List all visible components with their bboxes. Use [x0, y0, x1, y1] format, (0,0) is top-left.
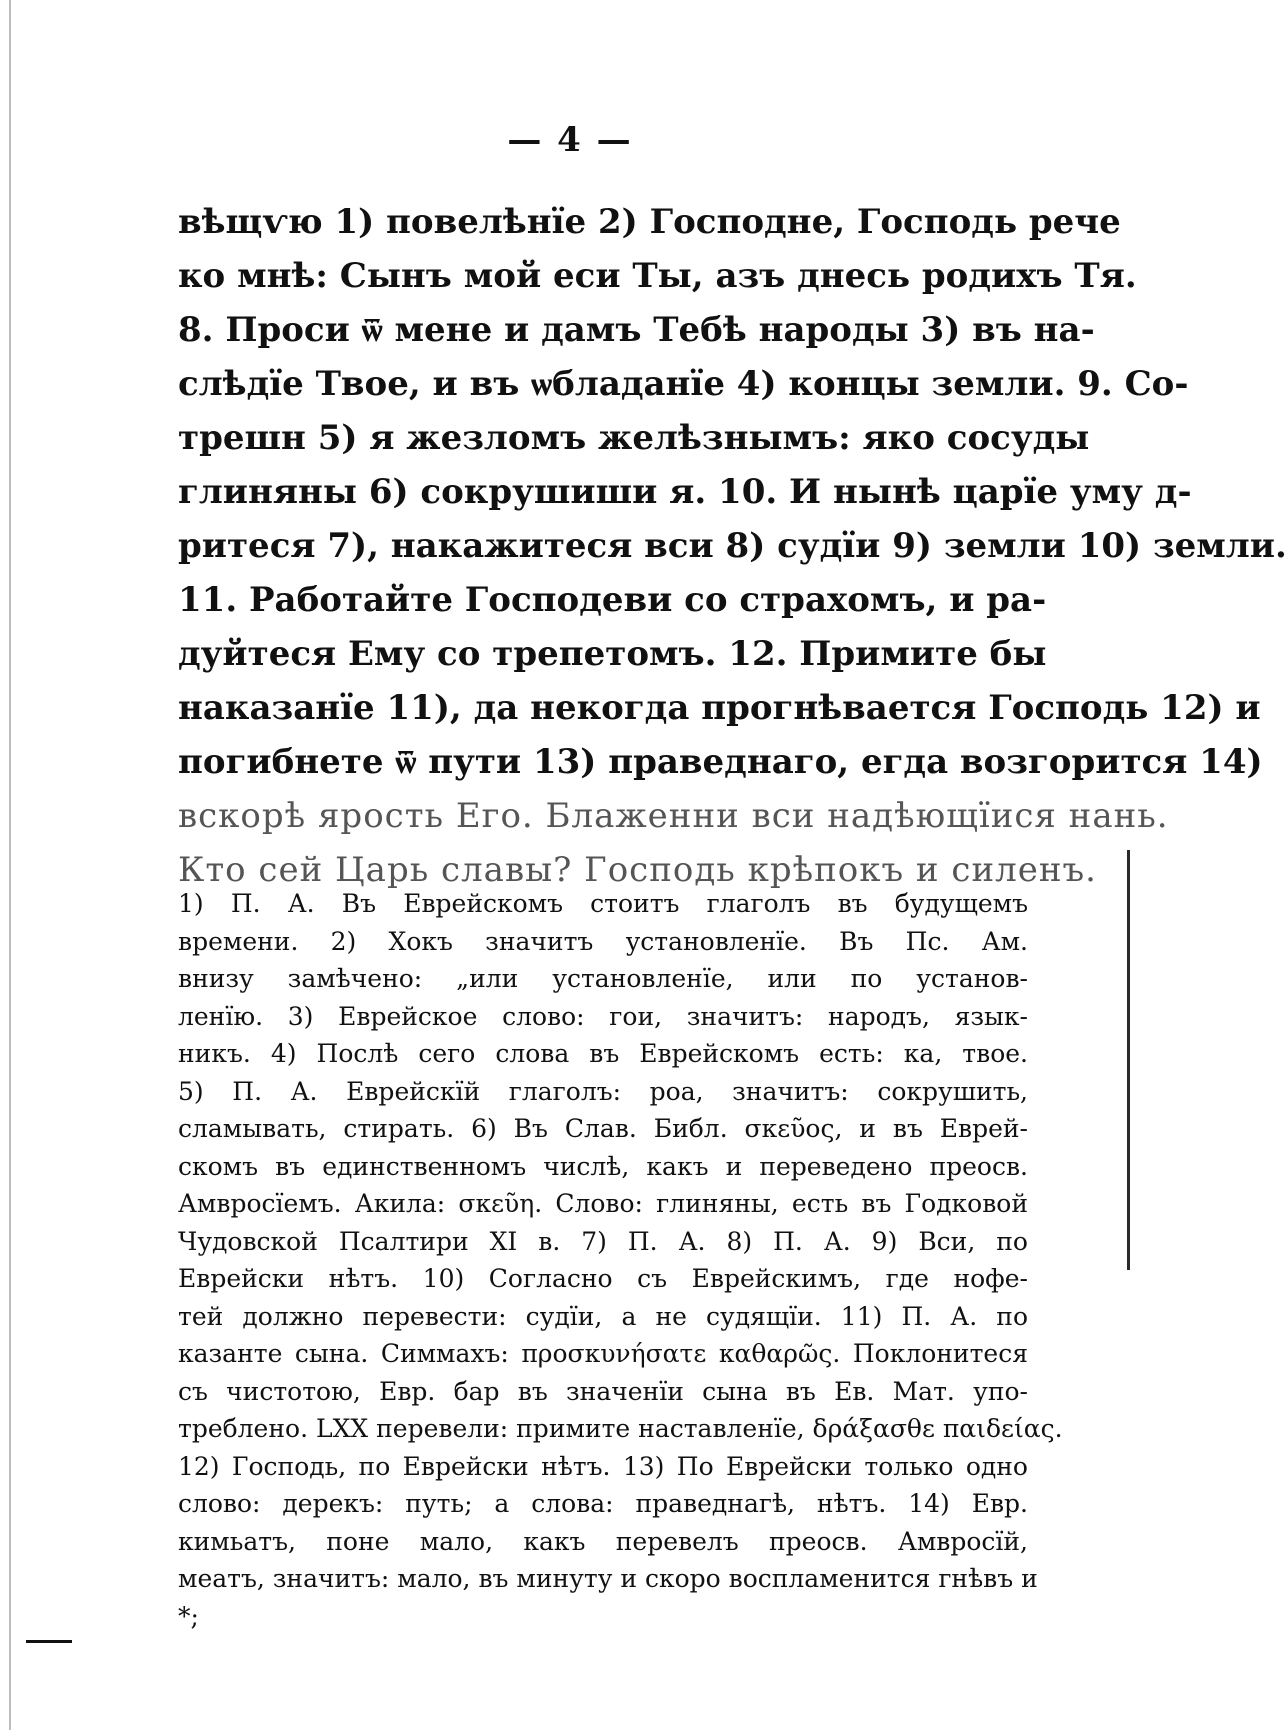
text-line: дуйтеся Ему со трепетомъ. 12. Примите бы — [178, 634, 1047, 674]
footnote-line: Амвросїемъ. Акила: σκεῦη. Слово: глиняны, есть въ Годковой — [178, 1189, 1028, 1218]
text-line: ритеся 7), накажитеся вси 8) судїи 9) земли 10) земли. — [178, 526, 1287, 566]
text-line: трешн 5) я жезломъ желѣзнымъ: яко сосуды — [178, 418, 1090, 458]
footnote-line: тей должно перевести: судїи, а не судящїи. 11) П. А. по — [178, 1301, 1028, 1331]
text-line-faint: вскорѣ ярость Его. Блаженни вси надѣющїися нань. — [178, 796, 1169, 836]
text-line: глиняны 6) сокрушиши я. 10. И нынѣ царїе уму д- — [178, 472, 1192, 512]
text-line-faint: Кто сей Царь славы? Господь крѣпокъ и силенъ. — [178, 850, 1097, 890]
footnote-line: съ чистотою, Евр. бар въ значенїи сына въ Ев. Мат. упо- — [178, 1376, 1028, 1406]
psalm-text — [178, 195, 1287, 897]
bottom-rule — [26, 1640, 72, 1643]
footnote-line: 1) П. А. Въ Еврейскомъ стоитъ глаголъ въ будущемъ — [178, 889, 1028, 918]
footnotes — [178, 885, 1063, 1635]
footnote-line: 5) П. А. Еврейскїй глаголъ: роа, значитъ: сокрушить, — [178, 1076, 1028, 1106]
footnote-line: скомъ въ единственномъ числѣ, какъ и переведено преосв. — [178, 1151, 1028, 1181]
text-line: ко мнѣ: Сынъ мой еси Ты, азъ днесь родихъ Тя. — [178, 256, 1137, 296]
footnote-line: внизу замѣчено: „или установленїе, или по установ- — [178, 964, 1028, 993]
footnote-line: слово: дерекъ: путь; а слова: праведнагѣ, нѣтъ. 14) Евр. — [178, 1489, 1028, 1518]
footnote-line: кимьатъ, поне мало, какъ перевелъ преосв. Амвросїй, — [178, 1526, 1028, 1556]
text-line: 8. Проси ѿ мене и дамъ Тебѣ народы 3) въ на- — [178, 310, 1095, 350]
footnote-line: Еврейски нѣтъ. 10) Согласно съ Еврейскимъ, где нофе- — [178, 1264, 1028, 1293]
page-number: — 4 — — [507, 120, 633, 160]
text-line: погибнете ѿ пути 13) праведнаго, егда возгорится 14) — [178, 742, 1263, 782]
text-line: слѣдїе Твое, и въ ѡбладанїе 4) концы земли. 9. Со- — [178, 364, 1189, 404]
footnote-line: ленїю. 3) Еврейское слово: гои, значитъ: народъ, язык- — [178, 1001, 1028, 1031]
scan-edge-line — [9, 0, 11, 1730]
scan-edge-mark — [1127, 850, 1130, 1270]
footnote-line: треблено. LXX перевели: примите наставленїе, δράξασθε παιδείας. — [178, 1414, 1063, 1443]
footnote-line: *; — [178, 1601, 199, 1631]
footnote-line: сламывать, стирать. 6) Въ Слав. Библ. σκεῦος, и въ Еврей- — [178, 1114, 1028, 1143]
text-line: 11. Работайте Господеви со страхомъ, и ра- — [178, 580, 1047, 620]
footnote-line: казанте сына. Симмахъ: προσκυνήσατε καθαρῶς. Поклонитеся — [178, 1339, 1028, 1368]
footnote-line: времени. 2) Хокъ значитъ установленїе. Въ Пс. Ам. — [178, 926, 1028, 956]
footnote-line: никъ. 4) Послѣ сего слова въ Еврейскомъ есть: ка, твое. — [178, 1039, 1028, 1068]
footnote-line: Чудовской Псалтири XI в. 7) П. А. 8) П. А. 9) Вси, по — [178, 1226, 1028, 1256]
text-line: вѣщѵю 1) повелѣнїе 2) Господне, Господь рече — [178, 202, 1121, 242]
footnote-line: 12) Господь, по Еврейски нѣтъ. 13) По Еврейски только одно — [178, 1451, 1028, 1481]
text-line: наказанїе 11), да некогда прогнѣвается Господь 12) и — [178, 688, 1261, 728]
footnote-line: меатъ, значитъ: мало, въ минуту и скоро воспламенится гнѣвъ и — [178, 1564, 1038, 1593]
